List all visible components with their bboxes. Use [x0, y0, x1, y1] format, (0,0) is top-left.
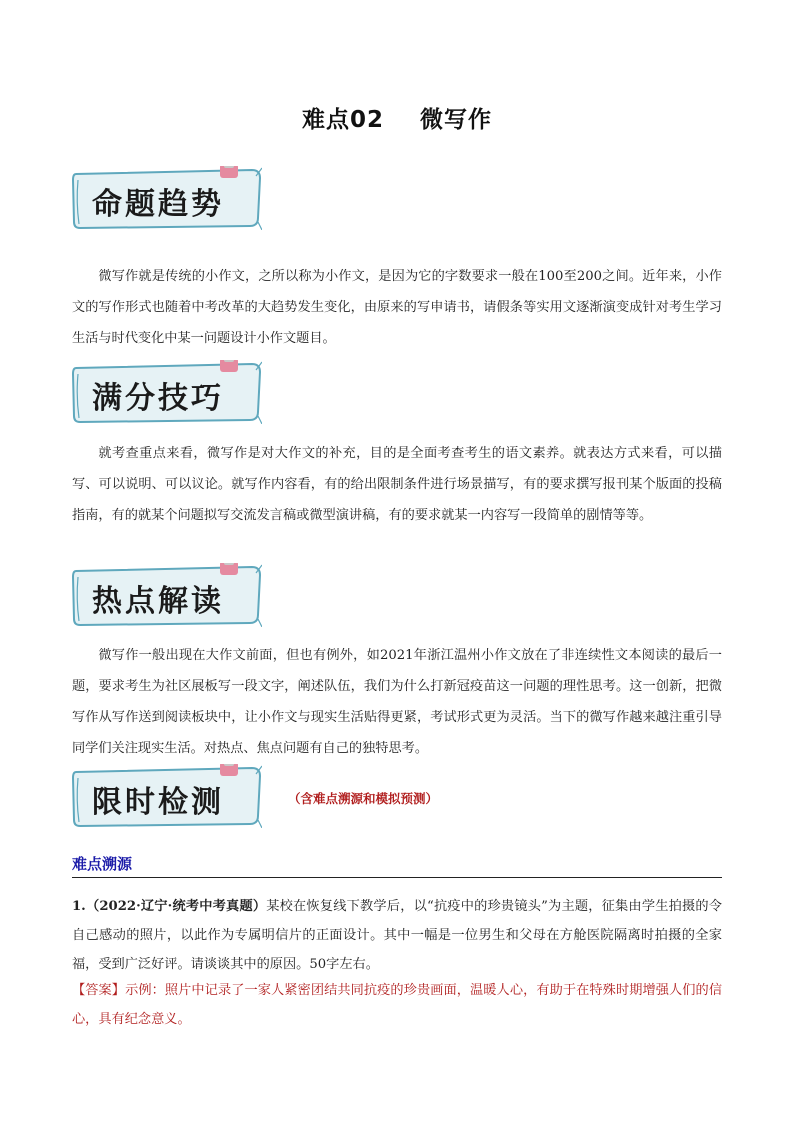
- banner-hotspot: [70, 563, 262, 627]
- question-number: 1.: [72, 899, 86, 914]
- section-heading-source: [72, 853, 722, 878]
- banner-timed-test: [70, 764, 262, 828]
- section-heading-label: 难点溯源: [72, 855, 133, 873]
- question-1: [72, 892, 722, 979]
- paragraph-skills: 就考查重点来看，微写作是对大作文的补充，目的是全面考查考生的语文素养。就表达方式来看，可以描写、可以说明、可以议论。就写作内容看，有的给出限制条件进行场景描写，有的要求撰写报刊某个版面的投稿指南，有的就某个问题拟写交流发言稿或微型演讲稿，有的要求就某一内容写一段简单的剧情等等。: [72, 446, 722, 523]
- question-text: 某校在恢复线下教学后，以“抗疫中的珍贵镜头”为主题，征集由学生拍摄的令自己感动的照片，以此作为专属明信片的正面设计。其中一幅是一位男生和父母在方舱医院隔离时拍摄的全家福，受到广泛好评。请谈谈其中的原因。50字左右。: [72, 899, 722, 972]
- answer-1: [72, 976, 722, 1034]
- answer-text: 示例：照片中记录了一家人紧密团结共同抗疫的珍贵画面，温暖人心，有助于在特殊时期增强人们的信心，具有纪念意义。: [72, 983, 723, 1027]
- paragraph-hotspot: 微写作一般出现在大作文前面，但也有例外，如2021年浙江温州小作文放在了非连续性文本阅读的最后一题，要求考生为社区展板写一段文字，阐述队伍，我们为什么打新冠疫苗这一问题的理性思考。这一创新，把微写作从写作送到阅读板块中，让小作文与现实生活贴得更紧，考试形式更为灵活。当下的微写作越来越注重引导同学们关注现实生活。对热点、焦点问题有自己的独特思考。: [72, 648, 722, 756]
- banner-label: 热点解读: [92, 584, 224, 619]
- answer-tag: 【答案】: [72, 983, 126, 998]
- timed-test-note: （含难点溯源和模拟预测）: [288, 791, 439, 806]
- title-part1: 难点02: [301, 107, 384, 133]
- banner-label: 满分技巧: [92, 381, 224, 416]
- title-part2: 微写作: [420, 107, 492, 133]
- page-title: [0, 101, 794, 134]
- banner-trend: [70, 166, 262, 230]
- question-source: （2022·辽宁·统考中考真题）: [85, 899, 267, 914]
- banner-label: 限时检测: [92, 785, 224, 820]
- banner-label: 命题趋势: [92, 187, 224, 222]
- paragraph-trend: 微写作就是传统的小作文，之所以称为小作文，是因为它的字数要求一般在100至200之间。近年来，小作文的写作形式也随着中考改革的大趋势发生变化，由原来的写申请书，请假条等实用文逐渐演变成针对考生学习生活与时代变化中某一问题设计小作文题目。: [72, 269, 722, 346]
- banner-skills: [70, 360, 262, 424]
